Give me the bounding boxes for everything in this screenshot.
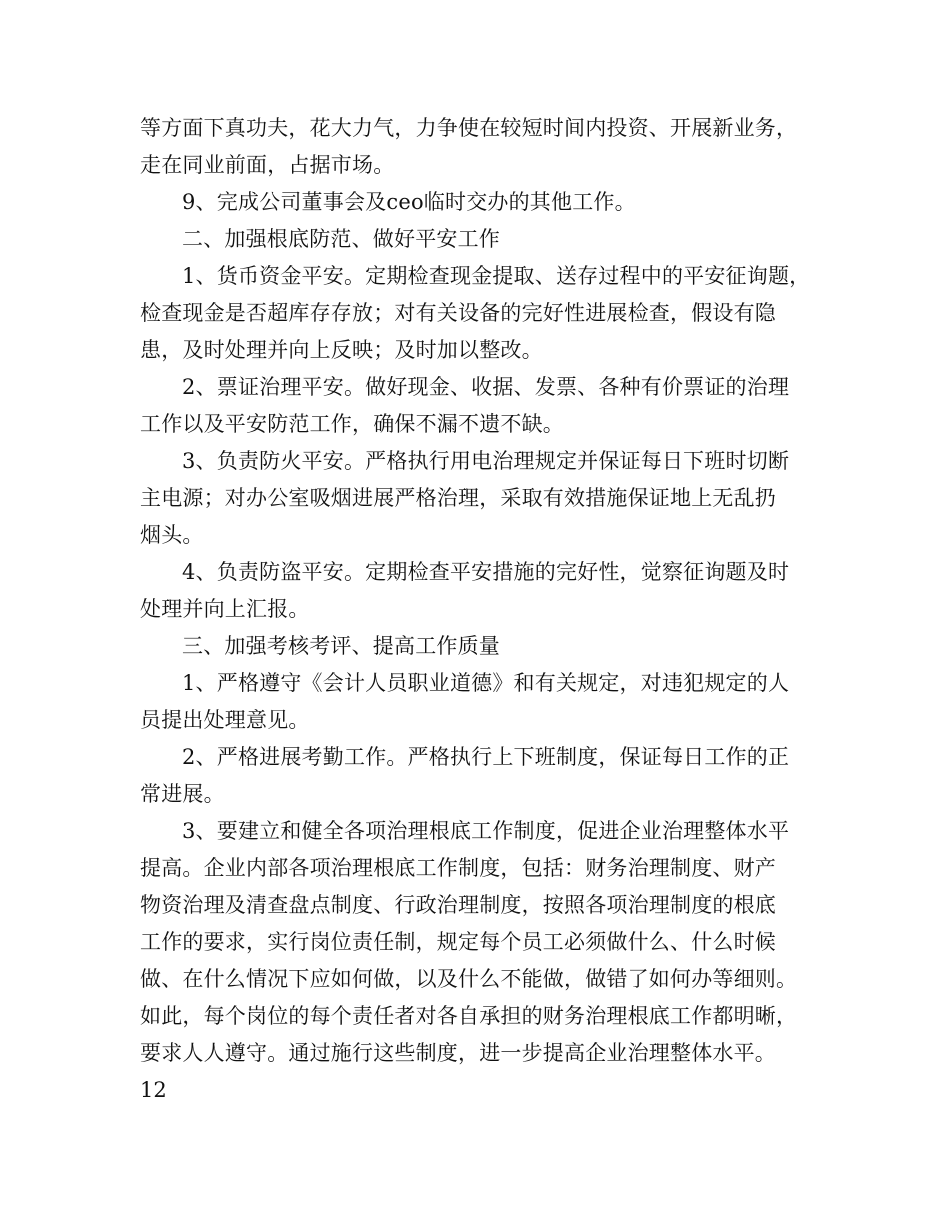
text-line: 烟头。 — [140, 523, 204, 547]
list-item: 1、货币资金平安。定期检查现金提取、送存过程中的平安征询题， — [182, 264, 811, 288]
document-page — [140, 110, 830, 1109]
page-number: 12 — [140, 1078, 167, 1102]
text-line: 提高。企业内部各项治理根底工作制度，包括：财务治理制度、财产 — [140, 856, 776, 880]
text-line: 要求人人遵守。通过施行这些制度，进一步提高企业治理整体水平。 — [140, 1041, 776, 1065]
text-line: 如此，每个岗位的每个责任者对各自承担的财务治理根底工作都明晰， — [140, 1004, 798, 1028]
text-line: 物资治理及清查盘点制度、行政治理制度，按照各项治理制度的根底 — [140, 893, 776, 917]
text-line: 处理并向上汇报。 — [140, 597, 310, 621]
list-item: 2、票证治理平安。做好现金、收据、发票、各种有价票证的治理 — [182, 375, 790, 399]
list-item: 2、严格进展考勤工作。严格执行上下班制度，保证每日工作的正 — [182, 745, 790, 769]
list-item: 3、要建立和健全各项治理根底工作制度，促进企业治理整体水平 — [182, 819, 790, 843]
text-line: 做、在什么情况下应如何做，以及什么不能做，做错了如何办等细则。 — [140, 967, 798, 991]
list-item: 3、负责防火平安。严格执行用电治理规定并保证每日下班时切断 — [182, 449, 790, 473]
list-item: 9、完成公司董事会及ceo临时交办的其他工作。 — [182, 190, 636, 214]
text-line: 检查现金是否超库存存放；对有关设备的完好性进展检查，假设有隐 — [140, 301, 776, 325]
text-line: 工作以及平安防范工作，确保不漏不遗不缺。 — [140, 412, 564, 436]
list-item: 4、负责防盗平安。定期检查平安措施的完好性，觉察征询题及时 — [182, 560, 790, 584]
text-line: 走在同业前面，占据市场。 — [140, 153, 395, 177]
text-line: 患，及时处理并向上反映；及时加以整改。 — [140, 338, 543, 362]
section-heading: 二、加强根底防范、做好平安工作 — [182, 227, 500, 251]
section-heading: 三、加强考核考评、提高工作质量 — [182, 634, 500, 658]
text-line: 等方面下真功夫，花大力气，力争使在较短时间内投资、开展新业务， — [140, 116, 798, 140]
list-item: 1、严格遵守《会计人员职业道德》和有关规定，对违犯规定的人 — [182, 671, 790, 695]
text-line: 工作的要求，实行岗位责任制，规定每个员工必须做什么、什么时候 — [140, 930, 776, 954]
text-line: 员提出处理意见。 — [140, 708, 310, 732]
text-line: 常进展。 — [140, 782, 225, 806]
text-line: 主电源；对办公室吸烟进展严格治理，采取有效措施保证地上无乱扔 — [140, 486, 776, 510]
